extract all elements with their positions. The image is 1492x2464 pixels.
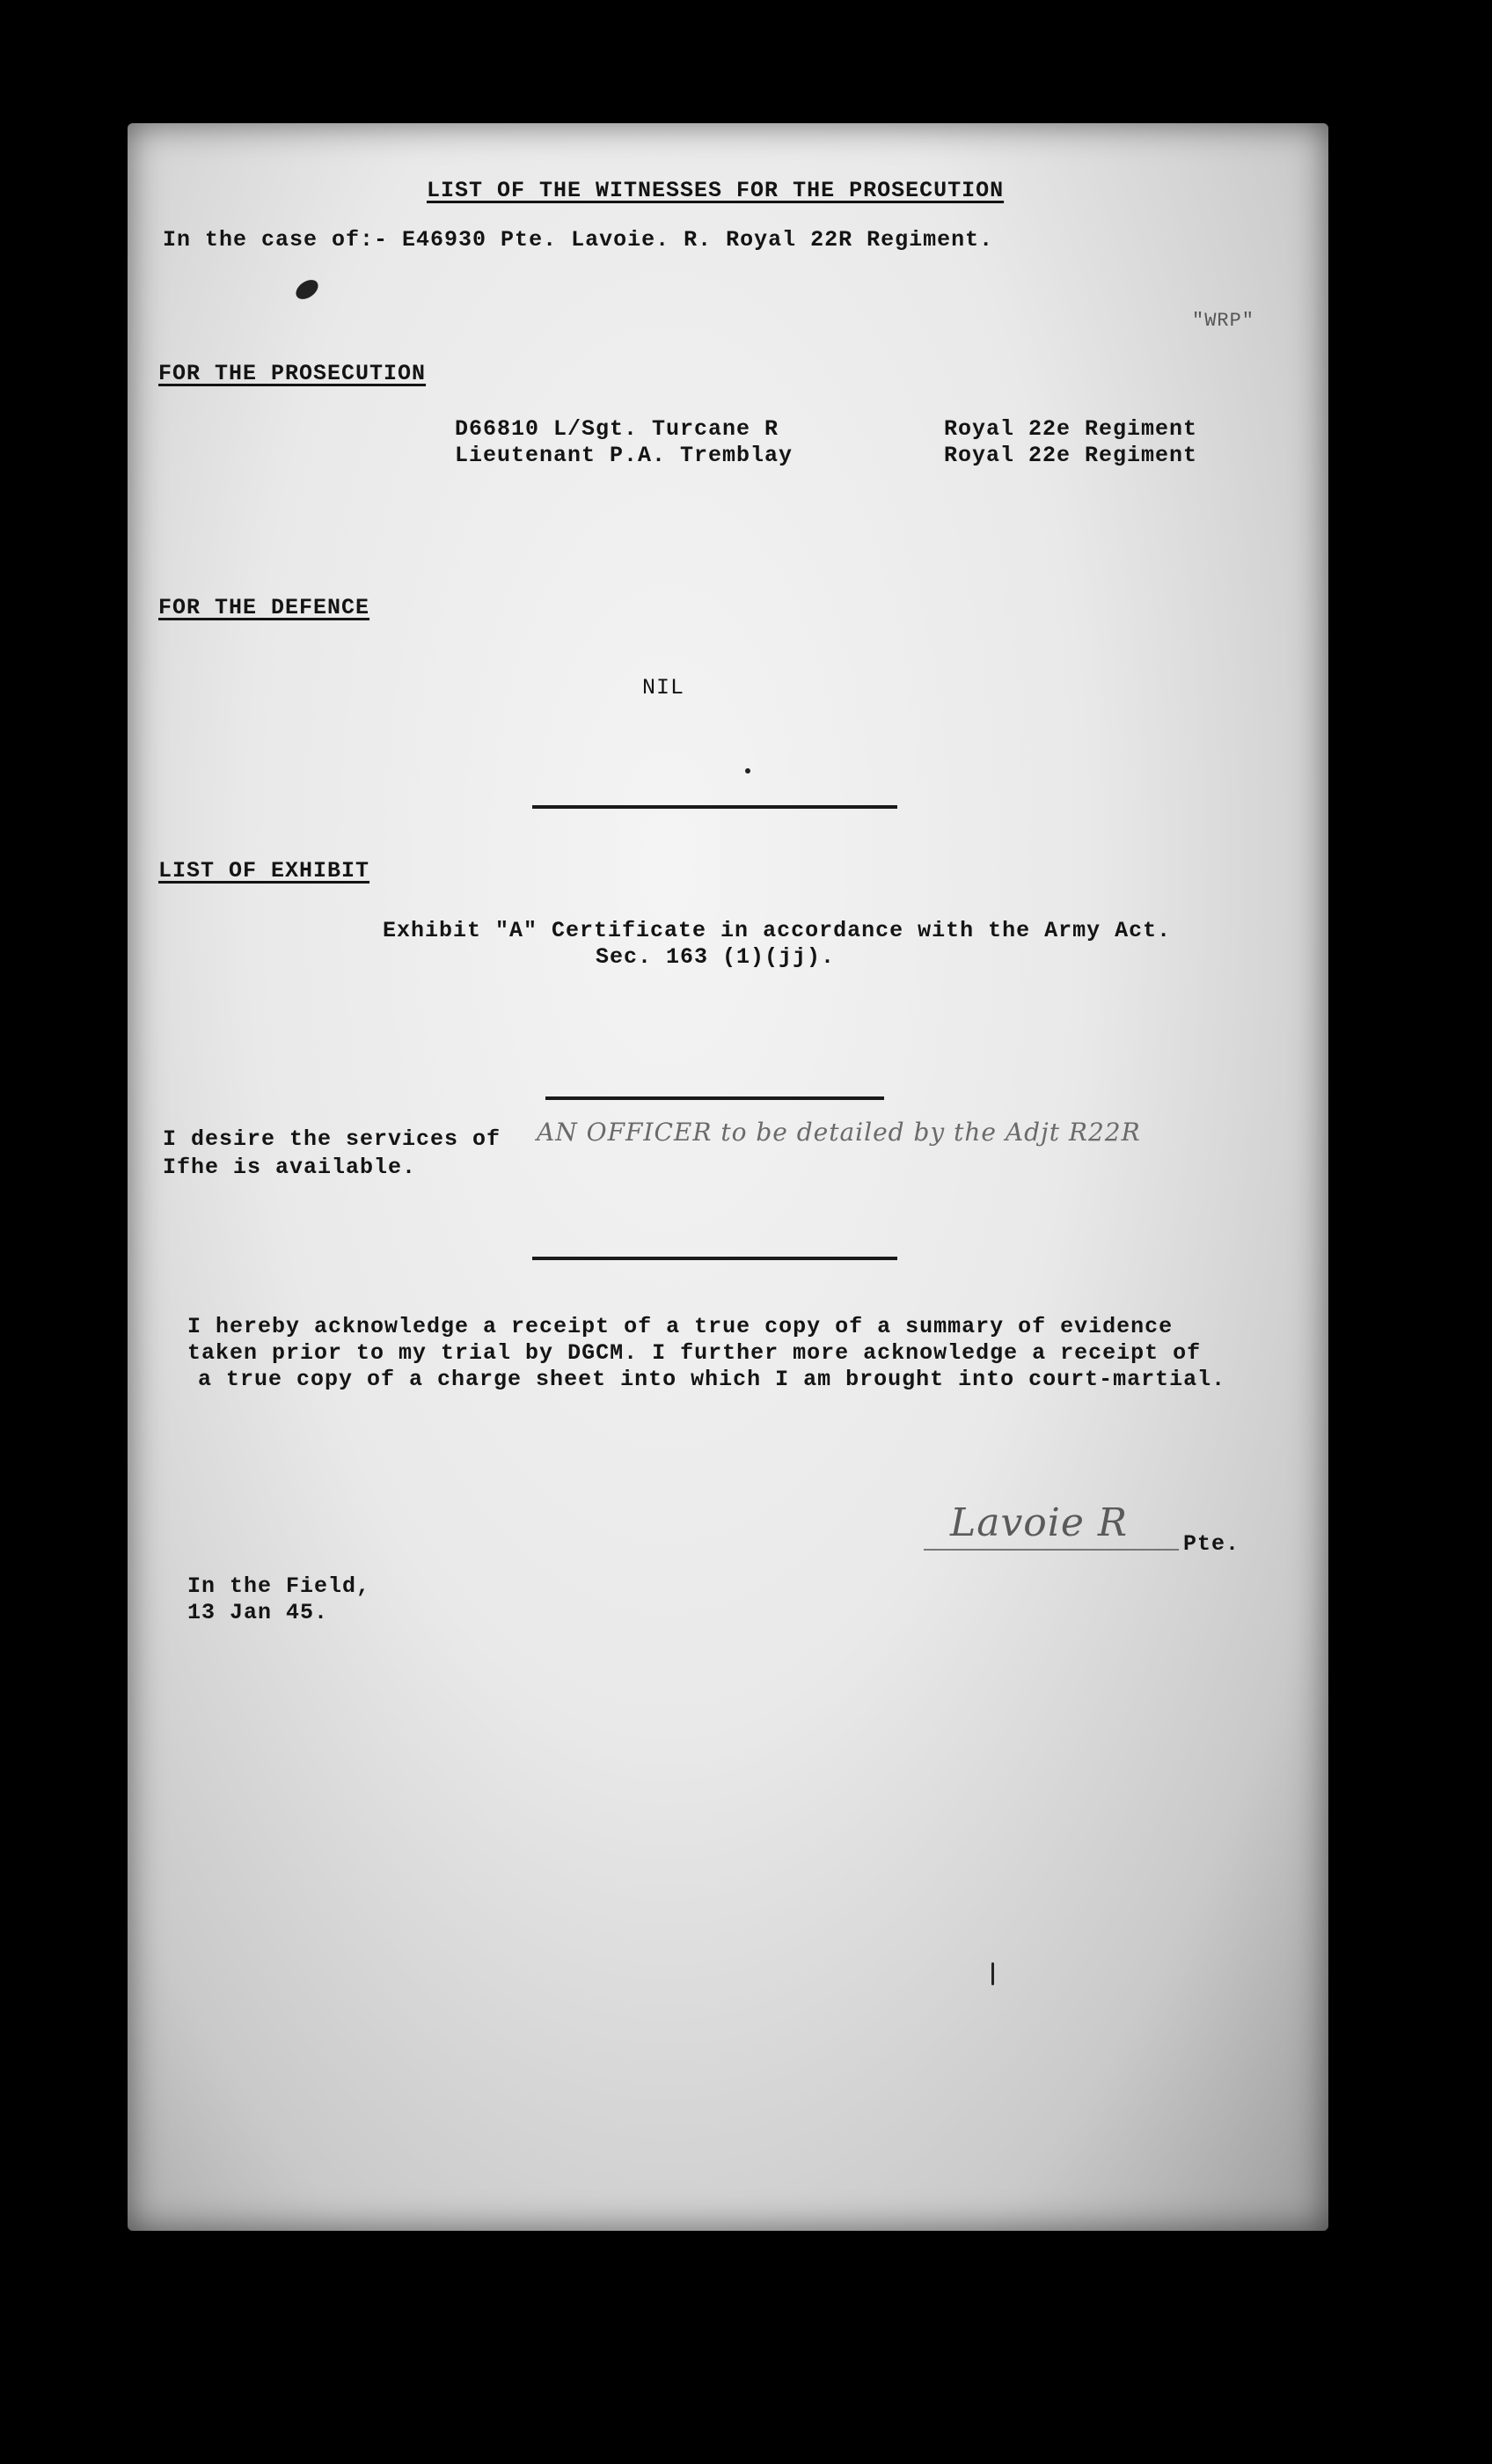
ink-scratch [991,1962,994,1985]
date-line: 13 Jan 45. [187,1600,329,1625]
ink-mark [292,276,321,304]
separator-rule-3 [532,1257,897,1260]
separator-rule-1 [532,805,897,809]
document-title: LIST OF THE WITNESSES FOR THE PROSECUTION [427,178,1005,203]
services-line-2: Ifhe is available. [163,1155,417,1180]
prosecution-heading: FOR THE PROSECUTION [158,361,427,386]
ink-dot [745,768,750,774]
witness-2-unit: Royal 22e Regiment [944,443,1198,468]
separator-rule-2 [545,1096,884,1100]
wrp-stamp: "WRP" [1192,310,1255,332]
defence-heading: FOR THE DEFENCE [158,595,370,620]
acknowledgement-line-2: taken prior to my trial by DGCM. I further more acknowledge a receipt of [187,1340,1202,1366]
exhibit-line-2: Sec. 163 (1)(jj). [596,944,836,970]
signature-handwritten: Lavoie R [950,1500,1129,1545]
exhibit-line-1: Exhibit "A" Certificate in accordance with the Army Act. [383,918,1172,943]
services-handwritten: AN OFFICER to be detailed by the Adjt R22R [537,1118,1141,1147]
services-line-1: I desire the services of [163,1126,501,1152]
exhibits-heading: LIST OF EXHIBIT [158,858,370,884]
witness-1-unit: Royal 22e Regiment [944,416,1198,442]
defence-value: NIL [642,675,685,700]
acknowledgement-line-1: I hereby acknowledge a receipt of a true copy of a summary of evidence [187,1314,1174,1339]
document-page [128,123,1328,2231]
witness-1-name: D66810 L/Sgt. Turcane R [455,416,779,442]
place-line: In the Field, [187,1573,371,1599]
signature-rank: Pte. [1183,1531,1240,1557]
case-line: In the case of:- E46930 Pte. Lavoie. R. Royal 22R Regiment. [163,227,994,253]
acknowledgement-line-3: a true copy of a charge sheet into which I am brought into court-martial. [198,1367,1226,1392]
signature-line [924,1549,1179,1551]
witness-2-name: Lieutenant P.A. Tremblay [455,443,794,468]
